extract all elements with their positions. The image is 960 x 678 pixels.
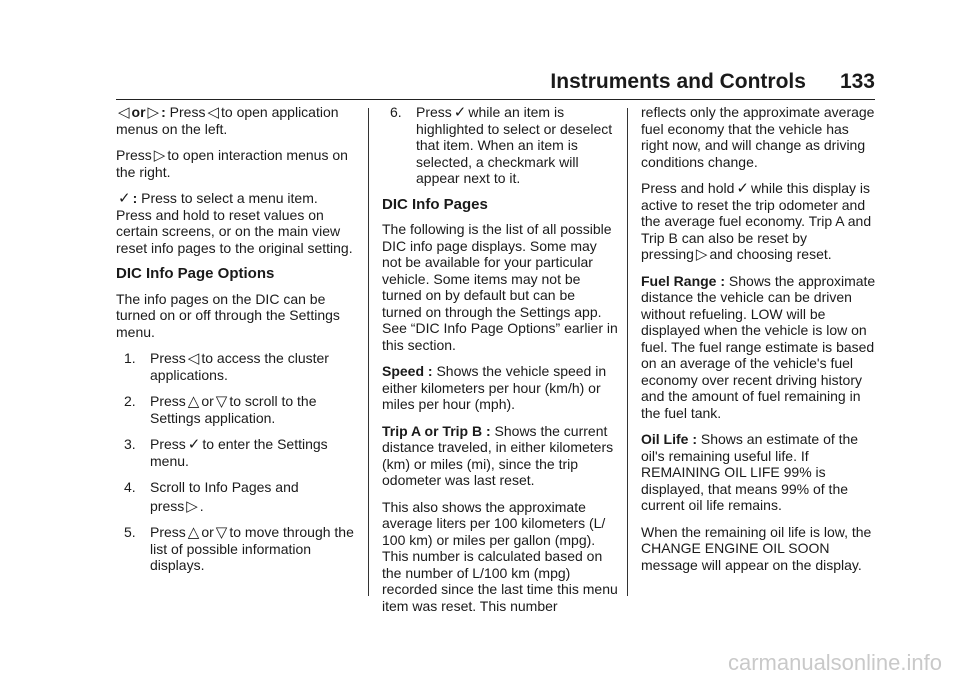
up-triangle-icon: △	[187, 392, 200, 410]
down-triangle-icon: ▽	[215, 392, 228, 410]
checkmark-icon: ✓	[736, 179, 749, 197]
step-5: 5. Press △ or ▽ to move through the list of possible information displays.	[124, 523, 354, 573]
section-title: Instruments and Controls	[550, 70, 806, 93]
paragraph-info-pages-intro: The following is the list of all possible DIC info page displays. Some may not be available for your particular vehicle. Some items may not be turned on by default but can be turned on through the Settings app. See “DIC Info Page Options” earlier in this section.	[382, 221, 618, 353]
right-triangle-icon: ▷	[153, 146, 166, 164]
header-rule	[116, 99, 875, 100]
paragraph-intro: The info pages on the DIC can be turned on or off through the Settings menu.	[116, 290, 340, 340]
column-divider	[368, 108, 369, 596]
paragraph-select-key: ✓ : Press to select a menu item. Press and hold to reset values on certain screens, or on the main view reset info pages to the original setting.	[116, 189, 353, 256]
checkmark-icon: ✓	[187, 435, 201, 453]
paragraph-speed: Speed : Shows the vehicle speed in either kilometers per hour (km/h) or miles per hour (mph).	[382, 363, 607, 412]
paragraph-trip: Trip A or Trip B : Shows the current distance traveled, in either kilometers (km) or miles (mi), since the trip odometer was last reset.	[382, 422, 614, 488]
heading-dic-info-page-options: DIC Info Page Options	[116, 265, 275, 282]
paragraph-oil-low: When the remaining oil life is low, the CHANGE ENGINE OIL SOON message will appear on the display.	[641, 523, 872, 573]
paragraph-oil-life: Oil Life : Shows an estimate of the oil's remaining useful life. If REMAINING OIL LIFE 99% is displayed, that means 99% of the current oil life remains.	[641, 431, 859, 513]
step-2: 2. Press △ or ▽ to scroll to the Settings application.	[124, 392, 317, 426]
page-header	[0, 70, 875, 94]
up-triangle-icon: △	[187, 523, 200, 541]
paragraph-left-right-keys: ◁ or ▷ : Press ◁ to open application menus on the left.	[116, 103, 339, 137]
checkmark-icon: ✓	[118, 189, 131, 207]
step-6: 6. Press ✓ while an item is highlighted to select or deselect that item. When an item is selected, a checkmark will appear next to it.	[390, 103, 613, 186]
paragraph-reset: Press and hold ✓ while this display is active to reset the trip odometer and the average fuel economy. Trip A and Trip B can also be reset by pressing ▷ and choosing reset.	[641, 179, 872, 263]
paragraph-continued: reflects only the approximate average fuel economy that the vehicle has right now, and will change as driving conditions change.	[641, 104, 875, 170]
paragraph-fuel-range: Fuel Range : Shows the approximate distance the vehicle can be driven without refueling. LOW will be displayed when the vehicle is low on fuel. The fuel range estimate is based on an average of the vehicle's fuel economy over recent driving history and the amount of fuel remaining in the fuel tank.	[641, 272, 876, 421]
paragraph-trip-average: This also shows the approximate average liters per 100 kilometers (L/ 100 km) or miles per gallon (mpg). This number is calculated based on the number of L/100 km (mpg) recorded since the last time this menu item was reset. This number	[382, 498, 618, 614]
column-divider	[627, 108, 628, 596]
column-3	[641, 104, 877, 583]
step-1: 1. Press ◁ to access the cluster applications.	[124, 349, 329, 383]
down-triangle-icon: ▽	[215, 523, 228, 541]
left-triangle-icon: ◁	[118, 103, 130, 121]
step-4: 4. Scroll to Info Pages and press ▷ .	[124, 479, 299, 515]
page-number: 133	[839, 70, 875, 93]
checkmark-icon: ✓	[453, 103, 467, 121]
heading-dic-info-pages: DIC Info Pages	[382, 195, 488, 213]
column-1	[116, 104, 354, 584]
step-3: 3. Press ✓ to enter the Settings menu.	[124, 435, 328, 469]
right-triangle-icon: ▷	[695, 245, 708, 263]
paragraph-right-key: Press ▷ to open interaction menus on the right.	[116, 146, 348, 180]
right-triangle-icon: ▷	[186, 496, 198, 515]
column-2	[382, 104, 618, 624]
left-triangle-icon: ◁	[187, 349, 200, 367]
left-triangle-icon: ◁	[207, 103, 219, 121]
watermark: carmanualsonline.info	[727, 650, 942, 675]
right-triangle-icon: ▷	[147, 103, 160, 121]
